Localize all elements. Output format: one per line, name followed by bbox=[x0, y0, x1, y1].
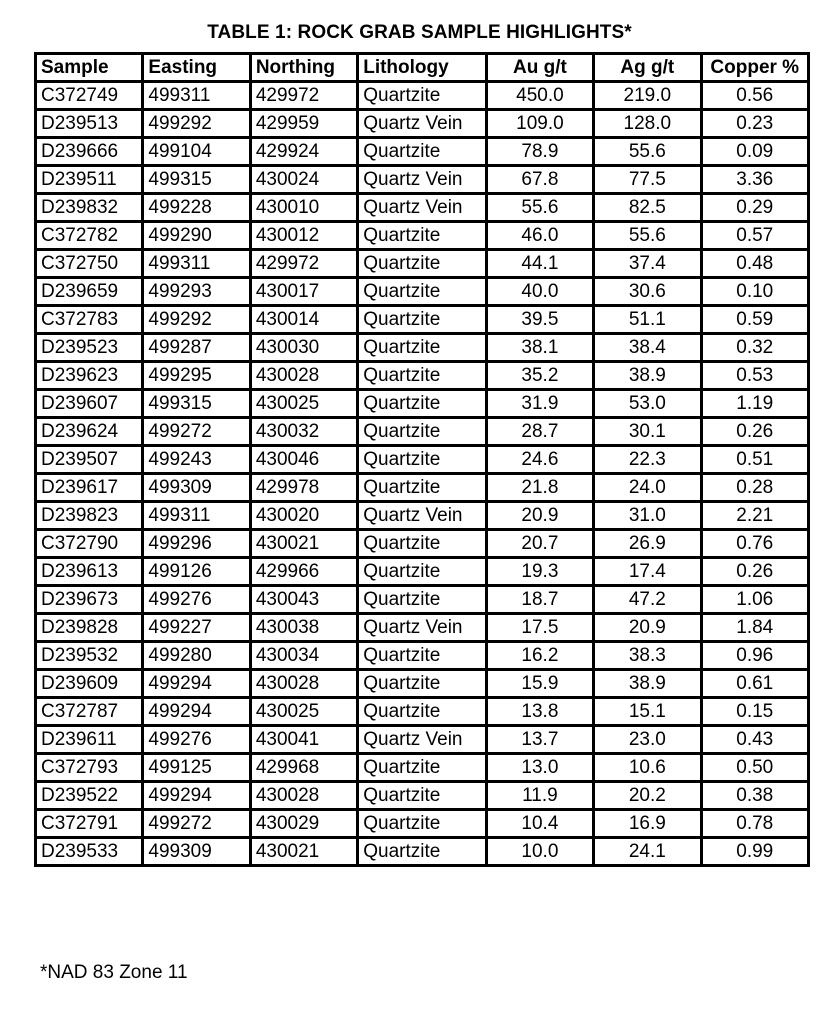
cell-au: 31.9 bbox=[486, 390, 593, 418]
cell-easting: 499311 bbox=[143, 82, 250, 110]
header-row bbox=[36, 54, 809, 82]
table-row bbox=[36, 418, 809, 446]
cell-ag: 30.6 bbox=[594, 278, 701, 306]
cell-sample: D239666 bbox=[36, 138, 143, 166]
table-row bbox=[36, 810, 809, 838]
table-row bbox=[36, 278, 809, 306]
cell-sample: D239611 bbox=[36, 726, 143, 754]
cell-sample: D239511 bbox=[36, 166, 143, 194]
cell-copper: 0.78 bbox=[701, 810, 808, 838]
cell-ag: 55.6 bbox=[594, 138, 701, 166]
cell-copper: 0.28 bbox=[701, 474, 808, 502]
cell-sample: D239507 bbox=[36, 446, 143, 474]
cell-ag: 38.9 bbox=[594, 362, 701, 390]
cell-easting: 499272 bbox=[143, 418, 250, 446]
cell-sample: D239532 bbox=[36, 642, 143, 670]
table-row bbox=[36, 138, 809, 166]
cell-copper: 2.21 bbox=[701, 502, 808, 530]
cell-au: 10.4 bbox=[486, 810, 593, 838]
cell-lithology: Quartz Vein bbox=[358, 502, 486, 530]
cell-ag: 38.3 bbox=[594, 642, 701, 670]
cell-sample: D239533 bbox=[36, 838, 143, 866]
header-au: Au g/t bbox=[486, 54, 593, 82]
table-row bbox=[36, 222, 809, 250]
cell-lithology: Quartzite bbox=[358, 586, 486, 614]
cell-northing: 430043 bbox=[250, 586, 357, 614]
header-sample: Sample bbox=[36, 54, 143, 82]
cell-easting: 499294 bbox=[143, 670, 250, 698]
cell-northing: 430038 bbox=[250, 614, 357, 642]
cell-ag: 26.9 bbox=[594, 530, 701, 558]
table-row bbox=[36, 614, 809, 642]
table-row bbox=[36, 166, 809, 194]
cell-northing: 430014 bbox=[250, 306, 357, 334]
cell-easting: 499296 bbox=[143, 530, 250, 558]
cell-au: 24.6 bbox=[486, 446, 593, 474]
cell-easting: 499294 bbox=[143, 698, 250, 726]
cell-northing: 430010 bbox=[250, 194, 357, 222]
cell-northing: 429924 bbox=[250, 138, 357, 166]
cell-au: 109.0 bbox=[486, 110, 593, 138]
cell-au: 40.0 bbox=[486, 278, 593, 306]
cell-copper: 0.38 bbox=[701, 782, 808, 810]
cell-sample: D239609 bbox=[36, 670, 143, 698]
cell-au: 17.5 bbox=[486, 614, 593, 642]
table-row bbox=[36, 530, 809, 558]
cell-ag: 24.1 bbox=[594, 838, 701, 866]
cell-northing: 430017 bbox=[250, 278, 357, 306]
header-ag: Ag g/t bbox=[594, 54, 701, 82]
table-row bbox=[36, 558, 809, 586]
cell-lithology: Quartz Vein bbox=[358, 166, 486, 194]
cell-lithology: Quartzite bbox=[358, 530, 486, 558]
table-row bbox=[36, 362, 809, 390]
cell-copper: 0.48 bbox=[701, 250, 808, 278]
cell-sample: C372783 bbox=[36, 306, 143, 334]
cell-lithology: Quartzite bbox=[358, 418, 486, 446]
cell-lithology: Quartzite bbox=[358, 474, 486, 502]
cell-lithology: Quartz Vein bbox=[358, 194, 486, 222]
cell-easting: 499290 bbox=[143, 222, 250, 250]
cell-sample: D239613 bbox=[36, 558, 143, 586]
cell-northing: 429972 bbox=[250, 82, 357, 110]
cell-au: 44.1 bbox=[486, 250, 593, 278]
cell-au: 20.9 bbox=[486, 502, 593, 530]
cell-ag: 10.6 bbox=[594, 754, 701, 782]
cell-northing: 430041 bbox=[250, 726, 357, 754]
header-lithology: Lithology bbox=[358, 54, 486, 82]
cell-au: 78.9 bbox=[486, 138, 593, 166]
cell-easting: 499292 bbox=[143, 110, 250, 138]
cell-ag: 51.1 bbox=[594, 306, 701, 334]
cell-ag: 30.1 bbox=[594, 418, 701, 446]
cell-copper: 0.57 bbox=[701, 222, 808, 250]
cell-easting: 499280 bbox=[143, 642, 250, 670]
cell-easting: 499292 bbox=[143, 306, 250, 334]
cell-ag: 53.0 bbox=[594, 390, 701, 418]
cell-sample: C372749 bbox=[36, 82, 143, 110]
cell-au: 15.9 bbox=[486, 670, 593, 698]
cell-lithology: Quartzite bbox=[358, 390, 486, 418]
cell-au: 18.7 bbox=[486, 586, 593, 614]
rock-grab-sample-table bbox=[34, 52, 810, 867]
cell-sample: D239828 bbox=[36, 614, 143, 642]
cell-au: 28.7 bbox=[486, 418, 593, 446]
cell-easting: 499315 bbox=[143, 166, 250, 194]
table-row bbox=[36, 838, 809, 866]
cell-lithology: Quartzite bbox=[358, 838, 486, 866]
cell-easting: 499104 bbox=[143, 138, 250, 166]
cell-lithology: Quartzite bbox=[358, 306, 486, 334]
cell-northing: 430021 bbox=[250, 530, 357, 558]
cell-easting: 499294 bbox=[143, 782, 250, 810]
cell-copper: 0.43 bbox=[701, 726, 808, 754]
cell-au: 55.6 bbox=[486, 194, 593, 222]
cell-lithology: Quartzite bbox=[358, 362, 486, 390]
cell-copper: 0.59 bbox=[701, 306, 808, 334]
cell-lithology: Quartzite bbox=[358, 642, 486, 670]
cell-easting: 499243 bbox=[143, 446, 250, 474]
cell-lithology: Quartzite bbox=[358, 250, 486, 278]
cell-lithology: Quartzite bbox=[358, 670, 486, 698]
cell-ag: 219.0 bbox=[594, 82, 701, 110]
cell-ag: 23.0 bbox=[594, 726, 701, 754]
header-easting: Easting bbox=[143, 54, 250, 82]
table-body bbox=[36, 82, 809, 866]
table-row bbox=[36, 306, 809, 334]
cell-sample: C372787 bbox=[36, 698, 143, 726]
table-row bbox=[36, 782, 809, 810]
cell-lithology: Quartzite bbox=[358, 334, 486, 362]
cell-northing: 429968 bbox=[250, 754, 357, 782]
cell-ag: 16.9 bbox=[594, 810, 701, 838]
table-row bbox=[36, 474, 809, 502]
cell-au: 38.1 bbox=[486, 334, 593, 362]
cell-au: 20.7 bbox=[486, 530, 593, 558]
cell-northing: 429959 bbox=[250, 110, 357, 138]
cell-sample: D239823 bbox=[36, 502, 143, 530]
cell-easting: 499125 bbox=[143, 754, 250, 782]
cell-lithology: Quartzite bbox=[358, 222, 486, 250]
cell-copper: 1.19 bbox=[701, 390, 808, 418]
cell-copper: 1.84 bbox=[701, 614, 808, 642]
cell-copper: 0.56 bbox=[701, 82, 808, 110]
cell-sample: D239673 bbox=[36, 586, 143, 614]
cell-copper: 0.29 bbox=[701, 194, 808, 222]
table-row bbox=[36, 698, 809, 726]
cell-lithology: Quartzite bbox=[358, 782, 486, 810]
cell-easting: 499295 bbox=[143, 362, 250, 390]
cell-ag: 17.4 bbox=[594, 558, 701, 586]
footnote: *NAD 83 Zone 11 bbox=[40, 962, 188, 983]
table-row bbox=[36, 586, 809, 614]
cell-sample: D239617 bbox=[36, 474, 143, 502]
cell-ag: 38.9 bbox=[594, 670, 701, 698]
cell-sample: C372791 bbox=[36, 810, 143, 838]
cell-copper: 0.61 bbox=[701, 670, 808, 698]
cell-au: 13.8 bbox=[486, 698, 593, 726]
cell-au: 46.0 bbox=[486, 222, 593, 250]
table-row bbox=[36, 110, 809, 138]
table-row bbox=[36, 502, 809, 530]
cell-au: 39.5 bbox=[486, 306, 593, 334]
cell-copper: 0.50 bbox=[701, 754, 808, 782]
cell-northing: 430020 bbox=[250, 502, 357, 530]
cell-ag: 37.4 bbox=[594, 250, 701, 278]
cell-easting: 499272 bbox=[143, 810, 250, 838]
cell-easting: 499311 bbox=[143, 502, 250, 530]
cell-northing: 430028 bbox=[250, 670, 357, 698]
cell-copper: 0.51 bbox=[701, 446, 808, 474]
table-title: TABLE 1: ROCK GRAB SAMPLE HIGHLIGHTS* bbox=[207, 22, 632, 43]
cell-sample: D239522 bbox=[36, 782, 143, 810]
cell-easting: 499276 bbox=[143, 586, 250, 614]
cell-easting: 499315 bbox=[143, 390, 250, 418]
cell-northing: 429978 bbox=[250, 474, 357, 502]
cell-lithology: Quartzite bbox=[358, 446, 486, 474]
cell-copper: 0.26 bbox=[701, 418, 808, 446]
cell-sample: D239607 bbox=[36, 390, 143, 418]
cell-sample: D239523 bbox=[36, 334, 143, 362]
cell-au: 450.0 bbox=[486, 82, 593, 110]
cell-copper: 1.06 bbox=[701, 586, 808, 614]
table-row bbox=[36, 334, 809, 362]
cell-copper: 0.99 bbox=[701, 838, 808, 866]
cell-sample: C372793 bbox=[36, 754, 143, 782]
cell-ag: 20.2 bbox=[594, 782, 701, 810]
cell-copper: 0.09 bbox=[701, 138, 808, 166]
table-row bbox=[36, 82, 809, 110]
table-row bbox=[36, 250, 809, 278]
cell-au: 19.3 bbox=[486, 558, 593, 586]
table-row bbox=[36, 446, 809, 474]
cell-lithology: Quartz Vein bbox=[358, 614, 486, 642]
cell-northing: 429972 bbox=[250, 250, 357, 278]
cell-sample: D239624 bbox=[36, 418, 143, 446]
cell-northing: 430028 bbox=[250, 782, 357, 810]
cell-sample: D239832 bbox=[36, 194, 143, 222]
cell-lithology: Quartzite bbox=[358, 698, 486, 726]
cell-northing: 430029 bbox=[250, 810, 357, 838]
cell-sample: C372782 bbox=[36, 222, 143, 250]
cell-copper: 0.96 bbox=[701, 642, 808, 670]
cell-lithology: Quartz Vein bbox=[358, 110, 486, 138]
cell-northing: 430025 bbox=[250, 390, 357, 418]
cell-northing: 430024 bbox=[250, 166, 357, 194]
cell-sample: D239623 bbox=[36, 362, 143, 390]
cell-copper: 0.53 bbox=[701, 362, 808, 390]
header-copper: Copper % bbox=[701, 54, 808, 82]
cell-ag: 22.3 bbox=[594, 446, 701, 474]
cell-northing: 430046 bbox=[250, 446, 357, 474]
cell-lithology: Quartzite bbox=[358, 754, 486, 782]
cell-northing: 430021 bbox=[250, 838, 357, 866]
cell-au: 67.8 bbox=[486, 166, 593, 194]
cell-lithology: Quartz Vein bbox=[358, 726, 486, 754]
cell-northing: 430030 bbox=[250, 334, 357, 362]
cell-ag: 24.0 bbox=[594, 474, 701, 502]
cell-ag: 55.6 bbox=[594, 222, 701, 250]
cell-copper: 0.23 bbox=[701, 110, 808, 138]
cell-ag: 82.5 bbox=[594, 194, 701, 222]
cell-ag: 15.1 bbox=[594, 698, 701, 726]
header-northing: Northing bbox=[250, 54, 357, 82]
cell-copper: 0.10 bbox=[701, 278, 808, 306]
table-row bbox=[36, 670, 809, 698]
cell-au: 11.9 bbox=[486, 782, 593, 810]
cell-sample: C372790 bbox=[36, 530, 143, 558]
cell-copper: 3.36 bbox=[701, 166, 808, 194]
cell-easting: 499293 bbox=[143, 278, 250, 306]
cell-au: 16.2 bbox=[486, 642, 593, 670]
cell-northing: 430034 bbox=[250, 642, 357, 670]
cell-easting: 499309 bbox=[143, 838, 250, 866]
cell-au: 35.2 bbox=[486, 362, 593, 390]
cell-copper: 0.32 bbox=[701, 334, 808, 362]
cell-lithology: Quartzite bbox=[358, 558, 486, 586]
cell-ag: 38.4 bbox=[594, 334, 701, 362]
cell-ag: 128.0 bbox=[594, 110, 701, 138]
cell-easting: 499276 bbox=[143, 726, 250, 754]
cell-au: 10.0 bbox=[486, 838, 593, 866]
cell-northing: 430025 bbox=[250, 698, 357, 726]
cell-ag: 20.9 bbox=[594, 614, 701, 642]
table-row bbox=[36, 642, 809, 670]
cell-copper: 0.15 bbox=[701, 698, 808, 726]
cell-sample: C372750 bbox=[36, 250, 143, 278]
table-row bbox=[36, 754, 809, 782]
cell-copper: 0.76 bbox=[701, 530, 808, 558]
cell-copper: 0.26 bbox=[701, 558, 808, 586]
cell-lithology: Quartzite bbox=[358, 278, 486, 306]
cell-lithology: Quartzite bbox=[358, 810, 486, 838]
cell-northing: 430012 bbox=[250, 222, 357, 250]
cell-easting: 499227 bbox=[143, 614, 250, 642]
cell-lithology: Quartzite bbox=[358, 138, 486, 166]
cell-au: 13.0 bbox=[486, 754, 593, 782]
cell-au: 21.8 bbox=[486, 474, 593, 502]
cell-au: 13.7 bbox=[486, 726, 593, 754]
cell-ag: 31.0 bbox=[594, 502, 701, 530]
cell-lithology: Quartzite bbox=[358, 82, 486, 110]
cell-northing: 430032 bbox=[250, 418, 357, 446]
table-row bbox=[36, 194, 809, 222]
cell-easting: 499228 bbox=[143, 194, 250, 222]
table-row bbox=[36, 390, 809, 418]
cell-ag: 77.5 bbox=[594, 166, 701, 194]
cell-ag: 47.2 bbox=[594, 586, 701, 614]
cell-sample: D239659 bbox=[36, 278, 143, 306]
cell-easting: 499126 bbox=[143, 558, 250, 586]
cell-northing: 430028 bbox=[250, 362, 357, 390]
cell-sample: D239513 bbox=[36, 110, 143, 138]
cell-northing: 429966 bbox=[250, 558, 357, 586]
cell-easting: 499287 bbox=[143, 334, 250, 362]
cell-easting: 499311 bbox=[143, 250, 250, 278]
cell-easting: 499309 bbox=[143, 474, 250, 502]
table-row bbox=[36, 726, 809, 754]
